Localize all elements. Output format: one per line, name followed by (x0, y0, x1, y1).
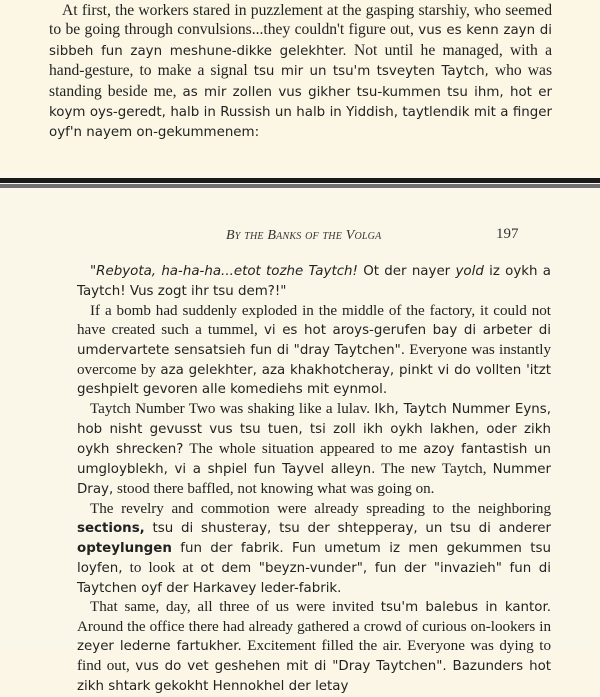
text-run: tsu'm balebus in kantor. (380, 600, 552, 616)
text-run: azoy fantastish un umgloyblekh, vi a shpiel fun Tayvel alleyn. (77, 442, 551, 478)
divider-bar-dark (0, 178, 600, 183)
text-run: ot dem "beyzn-vunder", fun der "invazieh" fun di Taytchen oyf der Harkavey leder-fabrik. (77, 560, 552, 596)
text-run: Everyone was instantly overcome by (77, 341, 551, 378)
text-run: That same, day, all three of us were invited (90, 599, 381, 616)
text-run: Not until he managed, with a hand-gesture, to make a signal (49, 41, 552, 80)
running-head-title: By the Banks of the Volga (226, 228, 382, 243)
text-run: aza gelekhter, aza khakhotcheray, pinkt vi do vollten 'itzt geshpielt gevoren alle komediehs mit eynmol. (77, 362, 551, 398)
text-run: fun der fabrik. Fun umetum iz men gekummen tsu loyfen, (77, 540, 551, 576)
previous-page (0, 0, 600, 172)
text-run: The revelry and commotion were already spreading to the neighboring (90, 500, 551, 517)
yiddish-text-run: vus es kenn zayn di sibbeh fun zayn meshune-dikke gelekhter. (49, 23, 552, 59)
paragraph-3 (77, 400, 551, 500)
divider-bar-grey (0, 184, 600, 188)
yiddish-text-run: tsu mir un tsu'm tsveyten Taytch, (253, 64, 489, 80)
text-run: Ikh, Taytch Nummer Eyns, hob nisht gevusst vus tsu tuen, tsi zoll ikh oykh lakhen, oder zikh oykh shrecken? (77, 402, 551, 458)
text-run: yold (455, 264, 484, 279)
text-run: Ot der nayer (357, 264, 456, 279)
text-run: The whole situation appeared to me (183, 441, 424, 458)
text-run: At first, the workers stared in puzzlement at the gasping starshiy, who seemed to be going through convulsions...they couldn't figure out, (49, 2, 552, 39)
text-run: sections, (77, 520, 145, 536)
current-page (0, 190, 600, 695)
body-text (77, 262, 551, 697)
page-number: 197 (496, 226, 519, 242)
text-run: zeyer lederne fartukher. (77, 639, 242, 655)
text-run: vus do vet geshehen mit di "Dray Taytchen". Bazunders hot zikh shtark gekokht Hennokhel der letay (77, 659, 552, 695)
text-run: If a bomb had suddenly exploded in the middle of the factory, it could not have created such a tummel, (77, 302, 551, 338)
text-run: Taytch Number Two was shaking like a lulav. (90, 401, 375, 418)
paragraph-4 (77, 500, 551, 599)
text-run: opteylungen (77, 540, 172, 556)
previous-page-paragraph (49, 1, 552, 143)
yiddish-text-run: as mir zollen vus gikher tsu-kummen tsu ihm, hot er koym oys-geredt, halb in Russish un halb in Yiddish, taytlendik mit a finger oyf'n nayem on-gekummenem: (49, 84, 553, 141)
text-run: vi es hot aroys-gerufen bay di arbeter di umdervartete sensatsieh fun di "dray Taytchen". (77, 322, 551, 358)
text-run: tsu di shusteray, tsu der shtepperay, un tsu di anderer (144, 520, 551, 536)
text-run: Excitement filled the air. Everyone was dying to find out, (77, 638, 551, 675)
running-head (0, 228, 600, 246)
paragraph-2 (77, 302, 551, 401)
page-divider (0, 172, 600, 190)
text-run: Nummer Dray, (77, 462, 551, 497)
text-run: to look at (122, 559, 201, 576)
text-run: Around the office there had already gathered a crowd of curious on-lookers in (77, 619, 551, 636)
text-run: who was standing beside me, (49, 62, 553, 100)
paragraph-1 (77, 262, 551, 302)
paragraph-5 (77, 598, 551, 697)
text-run: stood there baffled, not knowing what was going on. (113, 480, 435, 497)
text-run: The new Taytch, (375, 461, 493, 478)
text-run: "Rebyota, ha-ha-ha...etot tozhe Taytch! (90, 264, 358, 279)
text-run: iz oykh a Taytch! Vus zogt ihr tsu dem?!" (77, 264, 552, 299)
